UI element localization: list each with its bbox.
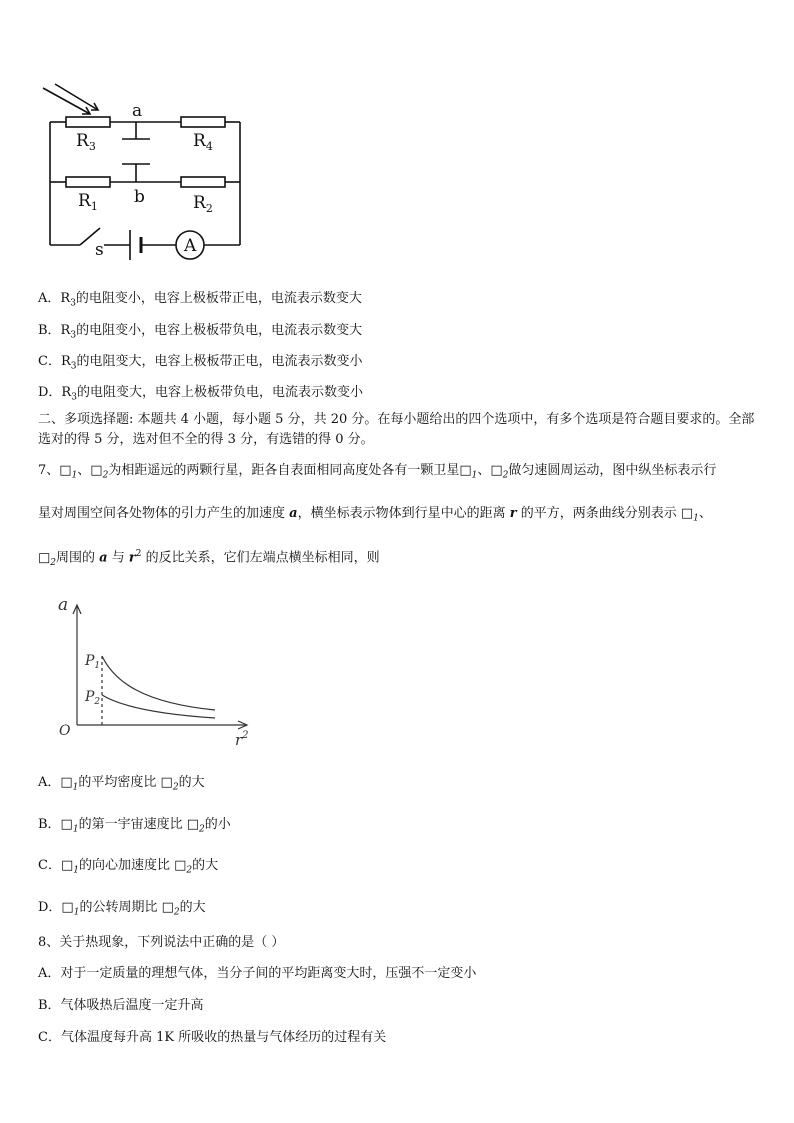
q7-stem-line3: $□_2$周围的 a 与 $r^2$ 的反比关系，它们左端点横坐标相同，则 [38,549,380,568]
label-a: a [132,101,143,121]
q7-option-b: B．$□_1$的第一宇宙速度比 $□_2$的小 [38,817,231,835]
resistor-r2 [181,177,225,187]
section2-heading: 二、多项选择题: 本题共 4 小题，每小题 5 分，共 20 分。在每小题给出的四个选项中，有多个选项是符合题目要求的。全部选对的得 5 分，选对但不全的得 3 分，有选错的得 0 分。 [38,412,755,447]
curve-p2 [102,695,215,718]
resistor-r3 [66,117,110,127]
graph-y-label: a [58,595,69,615]
graph-x-label: $r^2$ [235,730,249,748]
label-ammeter: A [184,236,197,256]
label-r2: $R_2$ [193,193,213,215]
q6-option-d: D．$R_3$的电阻变大，电容上极板带负电，电流表示数变小 [38,385,363,403]
label-s: s [95,240,104,260]
q8-option-b: B．气体吸热后温度一定升高 [38,998,204,1013]
q8-stem: 8、关于热现象，下列说法中正确的是（ ） [38,935,285,950]
q7-graph [55,588,265,748]
q8-option-c: C．气体温度每升高 1K 所吸收的热量与气体经历的过程有关 [38,1030,387,1045]
q6-option-a: A．$R_3$的电阻变小，电容上极板带正电，电流表示数变大 [38,291,362,309]
graph-p2: $P_2$ [85,689,101,707]
q7-stem-line1: 7、$□_1$、$□_2$为相距遥远的两颗行星，距各自表面相同高度处各有一颗卫星$□_1$、$□_2$做匀速圆周运动，图中纵坐标表示行 [38,463,717,481]
q6-option-b: B．$R_3$的电阻变小，电容上极板带负电，电流表示数变大 [38,323,363,341]
q7-stem-line2: 星对周围空间各处物体的引力产生的加速度 a，横坐标表示物体到行星中心的距离 r 的平方，两条曲线分别表示 $□_1$、 [38,506,712,524]
label-r4: $R_4$ [193,131,213,153]
q7-option-d: D．$□_1$的公转周期比 $□_2$的大 [38,900,206,918]
q6-option-c: C．$R_3$的电阻变大，电容上极板带正电，电流表示数变小 [38,354,363,372]
graph-origin: O [59,723,71,739]
label-r1: $R_1$ [78,191,98,213]
q7-option-a: A．$□_1$的平均密度比 $□_2$的大 [38,775,205,793]
graph-p1: $P_1$ [85,653,101,671]
curve-p1 [102,656,215,710]
label-b: b [134,187,145,207]
resistor-r4 [181,117,225,127]
label-r3: $R_3$ [76,131,96,153]
q8-option-a: A．对于一定质量的理想气体，当分子间的平均距离变大时，压强不一定变小 [38,966,477,981]
q7-option-c: C．$□_1$的向心加速度比 $□_2$的大 [38,858,219,876]
resistor-r1 [66,177,110,187]
circuit-diagram [38,82,253,267]
